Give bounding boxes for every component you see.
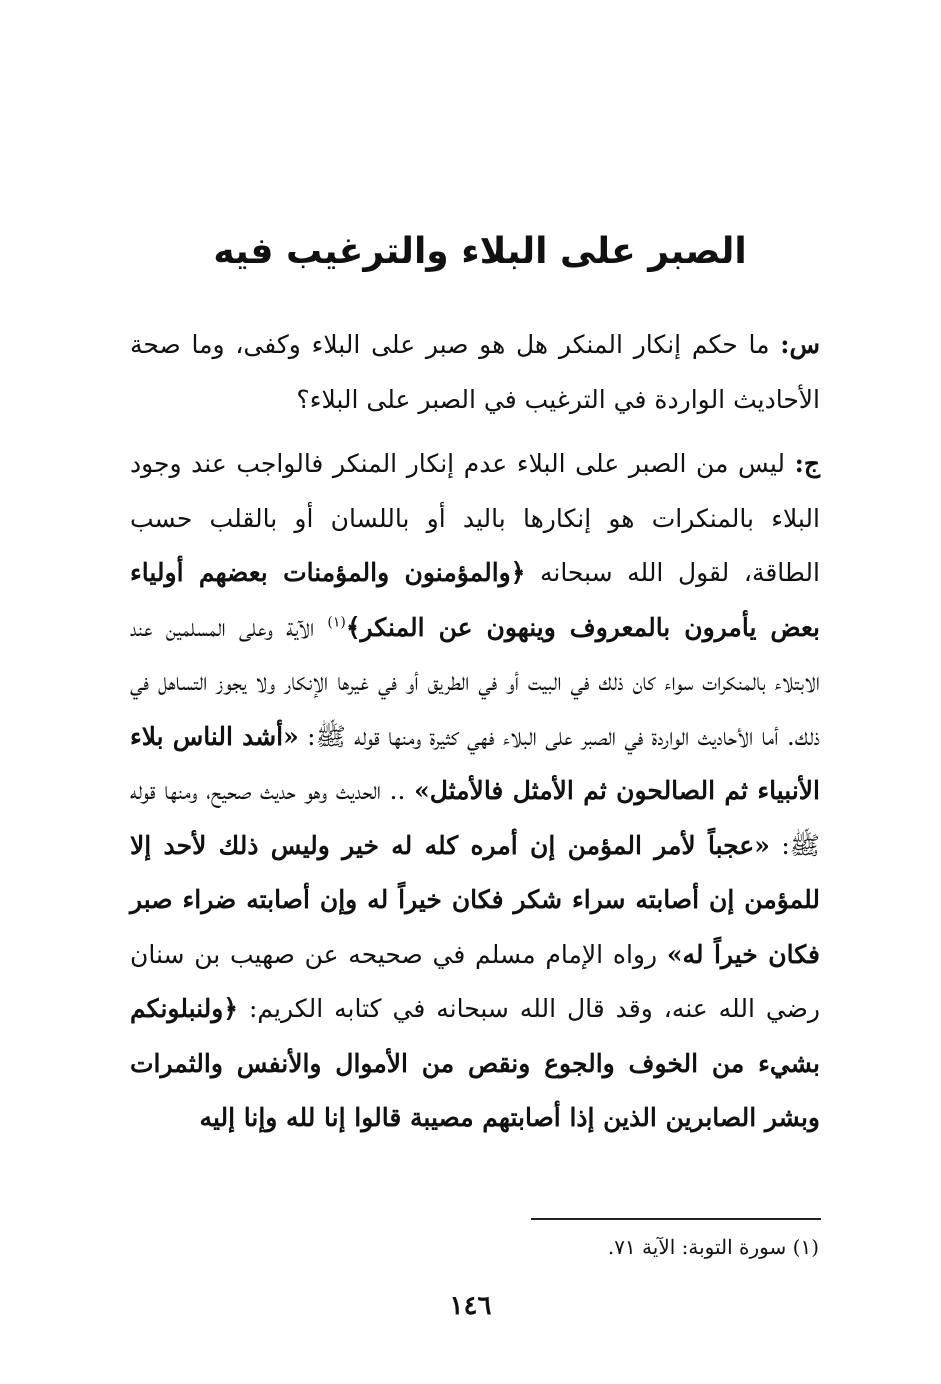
footnote-reference: (١): [327, 614, 346, 631]
footnote: (١) سورة التوبة: الآية ٧١.: [607, 1235, 819, 1259]
page-number: ١٤٦: [449, 1291, 492, 1321]
answer-text-3: .. الحديث وهو حديث صحيح، ومنها قوله ﷺ:: [130, 776, 820, 860]
page-title: الصبر على البلاء والترغيب فيه: [213, 231, 747, 272]
quran-verse-1: ﴿والمؤمنون والمؤمنات بعضهم أولياء بعض يأمرون بالمعروف وينهون عن المنكر﴾: [130, 558, 820, 642]
answer-text-1: ليس من الصبر على البلاء عدم إنكار المنكر فالواجب عند وجود البلاء بالمنكرات هو إنكارها باليد أو باللسان أو بالقلب حسب الطاقة، لقول الله سبحانه: [130, 449, 820, 587]
hadith-1: «أشد الناس بلاء الأنبياء ثم الصالحون ثم الأمثل فالأمثل»: [130, 721, 820, 805]
answer-paragraph: [130, 437, 820, 1146]
question-text: ما حكم إنكار المنكر هل هو صبر على البلاء وكفى، وما صحة الأحاديث الواردة في الترغيب في الصبر على البلاء؟: [130, 330, 820, 414]
question-label: س:: [780, 330, 820, 359]
hadith-2: «عجباً لأمر المؤمن إن أمره كله له خير وليس ذلك لأحد إلا للمؤمن إن أصابته سراء شكر فكان خيراً له وإن أصابته ضراء صبر فكان خيراً له»: [130, 830, 820, 969]
answer-text-4: رواه الإمام مسلم في صحيحه عن صهيب بن سنان رضي الله عنه، وقد قال الله سبحانه في كتابه الكريم:: [130, 939, 820, 1023]
answer-label: ج:: [794, 449, 820, 478]
quran-verse-2: ﴿ولنبلونكم بشيء من الخوف والجوع ونقص من الأموال والأنفس والثمرات وبشر الصابرين الذين إذا أصابتهم مصيبة قالوا إنا لله وإنا إليه: [130, 994, 820, 1132]
body-text: [130, 318, 820, 1146]
question-paragraph: [130, 318, 820, 427]
paragraph-gap: [130, 427, 820, 437]
footnote-divider: [531, 1218, 821, 1220]
answer-text-2: الآية وعلى المسلمين عند الابتلاء بالمنكرات سواء كان ذلك في البيت أو في الطريق أو في غيرها الإنكار ولا يجوز التساهل في ذلك. أما الأحاديث الواردة في الصبر على البلاء فهي كثيرة ومنها قوله ﷺ:: [130, 612, 821, 751]
